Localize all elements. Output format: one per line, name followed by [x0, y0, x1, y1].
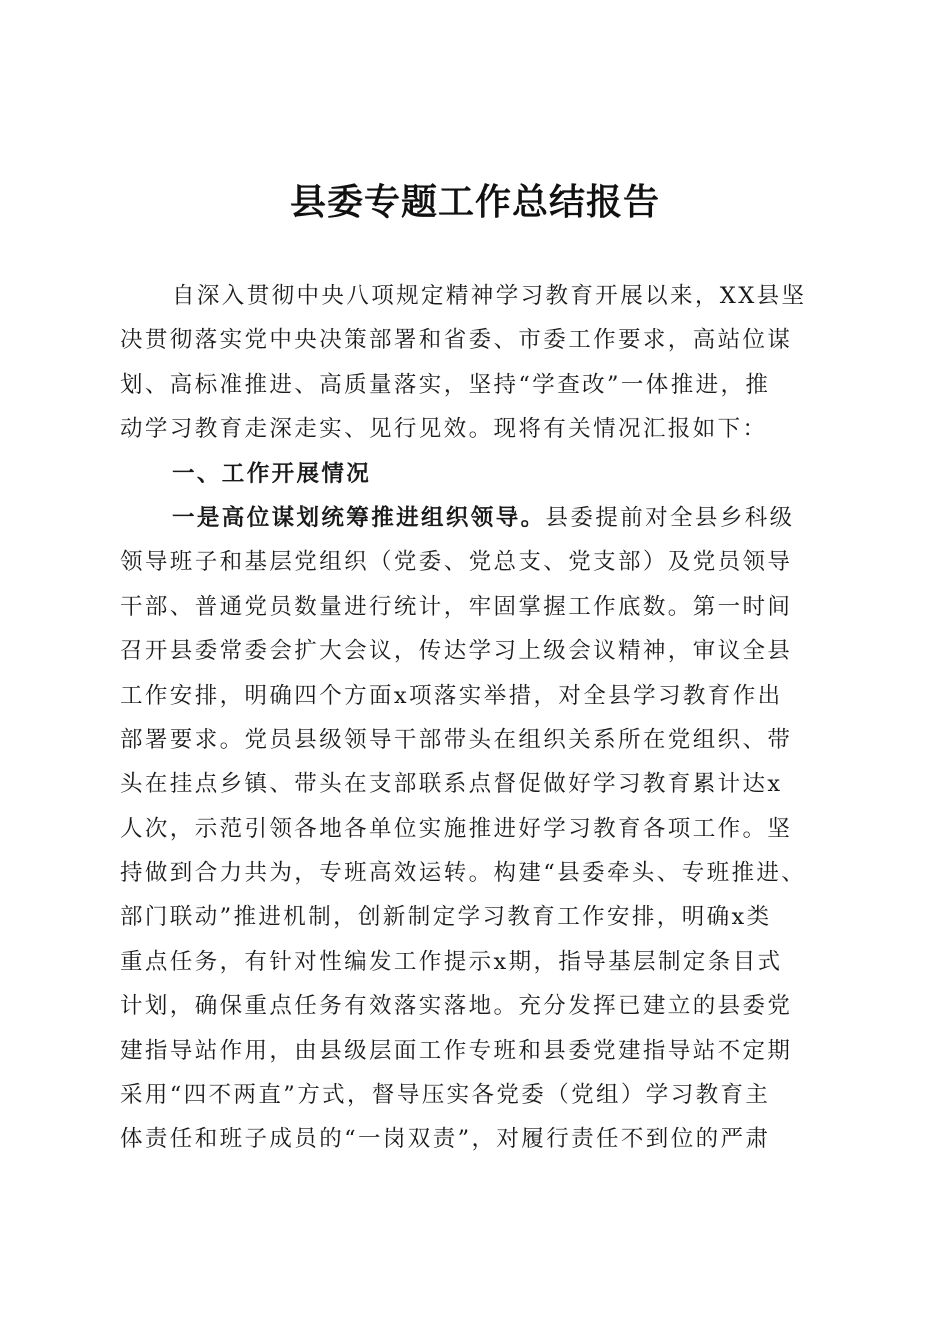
paragraph-first-line-rest: 县委提前对全县乡科级: [545, 504, 795, 531]
paragraph-line: 工作安排，明确四个方面x项落实举措，对全县学习教育作出: [120, 682, 783, 709]
intro-line: 动学习教育走深走实、见行见效。现将有关情况汇报如下：: [120, 416, 768, 443]
paragraph-line: 头在挂点乡镇、带头在支部联系点督促做好学习教育累计达x: [120, 771, 783, 798]
paragraph-line: 干部、普通党员数量进行统计，牢固掌握工作底数。第一时间: [120, 593, 793, 620]
paragraph-line: 体责任和班子成员的“一岗双责”，对履行责任不到位的严肃: [120, 1126, 771, 1153]
paragraph-line: 建指导站作用，由县级层面工作专班和县委党建指导站不定期: [120, 1037, 793, 1064]
paragraph-line: 部门联动”推进机制，创新制定学习教育工作安排，明确x类: [120, 904, 772, 931]
section-heading: 一、工作开展情况: [172, 460, 372, 487]
paragraph-line: 召开县委常委会扩大会议，传达学习上级会议精神，审议全县: [120, 638, 793, 665]
document-body: [120, 274, 826, 1162]
paragraph-lead: 一是高位谋划统筹推进组织领导。: [172, 504, 546, 531]
document-title: 县委专题工作总结报告: [289, 181, 660, 223]
paragraph-line: 重点任务，有针对性编发工作提示x期，指导基层制定条目式: [120, 948, 783, 975]
paragraph-line: 计划，确保重点任务有效落实落地。充分发挥已建立的县委党: [120, 993, 793, 1020]
intro-line: 决贯彻落实党中央决策部署和省委、市委工作要求，高站位谋: [120, 327, 793, 354]
paragraph-first-line: [120, 496, 826, 540]
paragraph-line: 持做到合力共为，专班高效运转。构建“县委牵头、专班推进、: [120, 860, 807, 887]
paragraph-line: 采用“四不两直”方式，督导压实各党委（党组）学习教育主: [120, 1082, 771, 1109]
paragraph-line: 人次，示范引领各地各单位实施推进好学习教育各项工作。坚: [120, 815, 793, 842]
paragraph-line: 领导班子和基层党组织（党委、党总支、党支部）及党员领导: [120, 549, 793, 576]
intro-line: 划、高标准推进、高质量落实，坚持“学查改”一体推进，推: [120, 371, 771, 398]
paragraph-line: 部署要求。党员县级领导干部带头在组织关系所在党组织、带: [120, 726, 793, 753]
intro-line: 自深入贯彻中央八项规定精神学习教育开展以来，XX县坚: [172, 283, 807, 309]
